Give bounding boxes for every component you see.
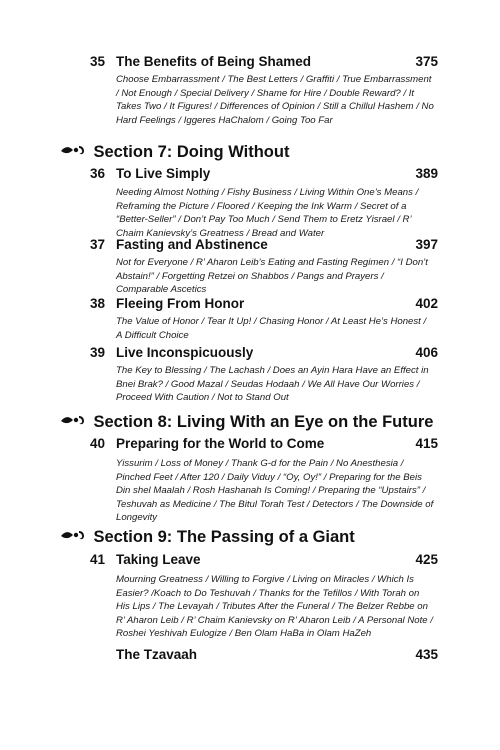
chapter-heading: [0, 52, 500, 72]
chapter-title: The Tzavaah: [116, 647, 198, 662]
chapter-heading: [0, 343, 500, 363]
chapter-title: The Benefits of Being Shamed: [116, 54, 312, 69]
section-fleuron-icon: [60, 528, 86, 547]
chapter-title: Fleeing From Honor: [116, 296, 245, 311]
chapter-number: 36: [90, 166, 106, 181]
chapter-title: Preparing for the World to Come: [116, 436, 325, 451]
chapter-number: 41: [90, 552, 106, 567]
chapter-title: Taking Leave: [116, 552, 201, 567]
chapter-number: 38: [90, 296, 106, 311]
chapter-number: 39: [90, 345, 106, 360]
chapter-page-number: 406: [415, 345, 438, 360]
chapter-37: [0, 235, 500, 296]
chapter-subtopics: The Key to Blessing / The Lachash / Does an Ayin Hara Have an Effect in Bnei Brak? / Good Mazal / Seudas Hodaah / We All Have Our Worries / Proceed With Caution / Not to Stand Out: [116, 365, 429, 404]
chapter-title: Live Inconspicuously: [116, 345, 254, 360]
chapter-title: To Live Simply: [116, 166, 211, 181]
section-title: Section 9: The Passing of a Giant: [93, 528, 355, 546]
chapter-page-number: 397: [415, 237, 438, 252]
chapter-subtopics: Yissurim / Loss of Money / Thank G-d for the Pain / No Anesthesia / Pinched Feet / After 120 / Daily Viduy / “Oy, Oy!” / Preparing for the Beis Din shel Maalah / Rosh Hashanah Is Coming! / Preparing the “Upstairs” / Teshuvah as Medicine / The Bitul Torah Test / Detectors / The Downside of Longevity: [116, 458, 434, 524]
chapter-35: [0, 52, 500, 126]
section-fleuron-icon: [60, 143, 86, 162]
chapter-subtopics: Needing Almost Nothing / Fishy Business / Living Within One’s Means / Reframing the Picture / Floored / Keeping the Ink Warm / Secret of a “Better-Seller” / Don’t Pay Too Much / Send Them to Eretz Yisrael / R’ Chaim Kanievsky’s Greatness / Bread and Water: [116, 187, 419, 239]
chapter-heading: [0, 235, 500, 255]
chapter-heading: [0, 550, 500, 570]
chapter-38: [0, 294, 500, 341]
chapter-page-number: 389: [415, 166, 438, 181]
section-heading-9: [60, 524, 355, 550]
chapter-subtopics: Not for Everyone / R’ Aharon Leib’s Eating and Fasting Regimen / “I Don’t Abstain!” / Forgetting Retzei on Shabbos / Pangs and Prayers / Comparable Ascetics: [116, 257, 428, 296]
section-title: Section 7: Doing Without: [93, 143, 290, 161]
chapter-page-number: 435: [415, 647, 438, 662]
chapter-39: [0, 343, 500, 404]
chapter-40: [0, 434, 500, 524]
section-heading-8: [60, 409, 433, 435]
chapter-heading: [0, 294, 500, 314]
chapter-number: 40: [90, 436, 106, 451]
chapter-41: [0, 550, 500, 640]
chapter-heading: [0, 164, 500, 184]
chapter-36: [0, 164, 500, 239]
chapter-page-number: 375: [415, 54, 438, 69]
chapter-page-number: 415: [415, 436, 438, 451]
section-heading-7: [60, 139, 289, 165]
chapter-page-number: 425: [415, 552, 438, 567]
chapter-title: Fasting and Abstinence: [116, 237, 268, 252]
chapter-subtopics: Choose Embarrassment / The Best Letters / Graffiti / True Embarrassment / Not Enough / Special Delivery / Shame for Hire / Double Reward? / It Takes Two / It Figures! / Differences of Opinion / Still a Chillul Hashem / No Hard Feelings / Iggeres HaChalom / Going Too Far: [116, 74, 434, 126]
section-title: Section 8: Living With an Eye on the Future: [93, 413, 434, 431]
chapter-heading: [0, 434, 500, 454]
chapter-number: 35: [90, 54, 106, 69]
chapter-heading: [0, 645, 500, 665]
chapter-subtopics: Mourning Greatness / Willing to Forgive / Living on Miracles / Which Is Easier? /Koach to Do Teshuvah / Thanks for the Tefillos / With Torah on His Lips / The Levayah / Tributes After the Funeral / The Belzer Rebbe on R’ Aharon Leib / R’ Chaim Kanievsky on R’ Aharon Leib / A Personal Note / Roshei Yeshivah Eulogize / Ben Olam HaBa in Olam HaZeh: [116, 574, 433, 640]
section-fleuron-icon: [60, 413, 86, 432]
chapter-page-number: 402: [415, 296, 438, 311]
chapter-subtopics: The Value of Honor / Tear It Up! / Chasing Honor / At Least He’s Honest / A Difficult Choice: [116, 316, 427, 341]
chapter-tzavaah: [0, 645, 500, 665]
chapter-number: 37: [90, 237, 106, 252]
